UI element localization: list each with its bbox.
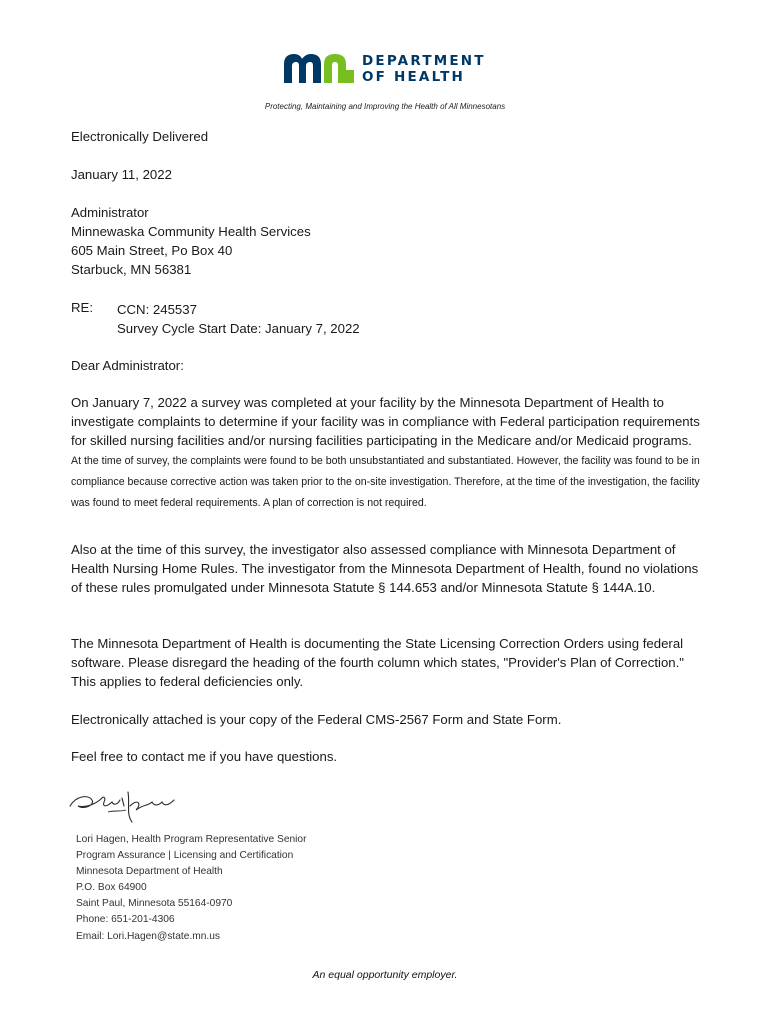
re-label: RE: bbox=[71, 300, 93, 315]
paragraph-5: Feel free to contact me if you have questions. bbox=[71, 749, 338, 764]
re-ccn: CCN: 245537 bbox=[117, 302, 197, 317]
re-block bbox=[117, 300, 360, 338]
signer-po-box: P.O. Box 64900 bbox=[76, 882, 147, 894]
signer-phone: Phone: 651-201-4306 bbox=[76, 914, 175, 926]
paragraph-4: Electronically attached is your copy of the Federal CMS-2567 Form and State Form. bbox=[71, 712, 562, 727]
paragraph-1-main: On January 7, 2022 a survey was completed at your facility by the Minnesota Department of Health to investigate complaints to determine if your facility was in compliance with Federal participation requirements for skilled nursing facilities and/or nursing facilities participating in the Medicare and/or Medicaid programs. bbox=[71, 395, 700, 448]
signer-email: Email: Lori.Hagen@state.mn.us bbox=[76, 930, 220, 942]
handwritten-signature bbox=[68, 784, 188, 828]
logo-line-of-health: OF HEALTH bbox=[362, 69, 466, 85]
signature-block bbox=[76, 832, 306, 945]
recipient-street: 605 Main Street, Po Box 40 bbox=[71, 243, 233, 258]
paragraph-2: Also at the time of this survey, the investigator also assessed compliance with Minnesota Department of Health Nursing Home Rules. The investigator from the Minnesota Department of Health, found no violations of these rules promulgated under Minnesota Statute § 144.653 and/or Minnesota Statute § 144A.10. bbox=[71, 542, 699, 595]
delivery-method: Electronically Delivered bbox=[71, 129, 209, 144]
signer-name-title: Lori Hagen, Health Program Representative Senior bbox=[76, 834, 307, 845]
signer-department: Minnesota Department of Health bbox=[76, 866, 223, 878]
logo-line-department: DEPARTMENT bbox=[362, 53, 486, 69]
recipient-city: Starbuck, MN 56381 bbox=[71, 262, 192, 277]
paragraph-1 bbox=[71, 393, 701, 513]
salutation: Dear Administrator: bbox=[71, 358, 184, 373]
mdh-logo bbox=[284, 52, 494, 88]
letter-date: January 11, 2022 bbox=[71, 167, 172, 182]
paragraph-3: The Minnesota Department of Health is documenting the State Licensing Correction Orders using federal software. Please disregard the heading of the fourth column which states, "Provider's Plan of Correction." This applies to federal deficiencies only. bbox=[71, 636, 684, 689]
signer-city: Saint Paul, Minnesota 55164-0970 bbox=[76, 898, 233, 910]
signer-division: Program Assurance | Licensing and Certification bbox=[76, 850, 294, 862]
re-survey-date: Survey Cycle Start Date: January 7, 2022 bbox=[117, 321, 360, 336]
tagline: Protecting, Maintaining and Improving the Health of All Minnesotans bbox=[264, 102, 506, 111]
recipient-title: Administrator bbox=[71, 205, 149, 220]
footer-equal-opportunity: An equal opportunity employer. bbox=[312, 969, 458, 981]
recipient-facility: Minnewaska Community Health Services bbox=[71, 224, 311, 239]
paragraph-1-note: At the time of survey, the complaints were found to be both unsubstantiated and substantiated. However, the facility was found to be in compliance because corrective action was taken prior to the on-site investigation. Therefore, at the time of the investigation, the facility was found to meet federal requirements. A plan of correction is not required. bbox=[71, 455, 700, 509]
mn-logo-icon bbox=[284, 52, 358, 84]
